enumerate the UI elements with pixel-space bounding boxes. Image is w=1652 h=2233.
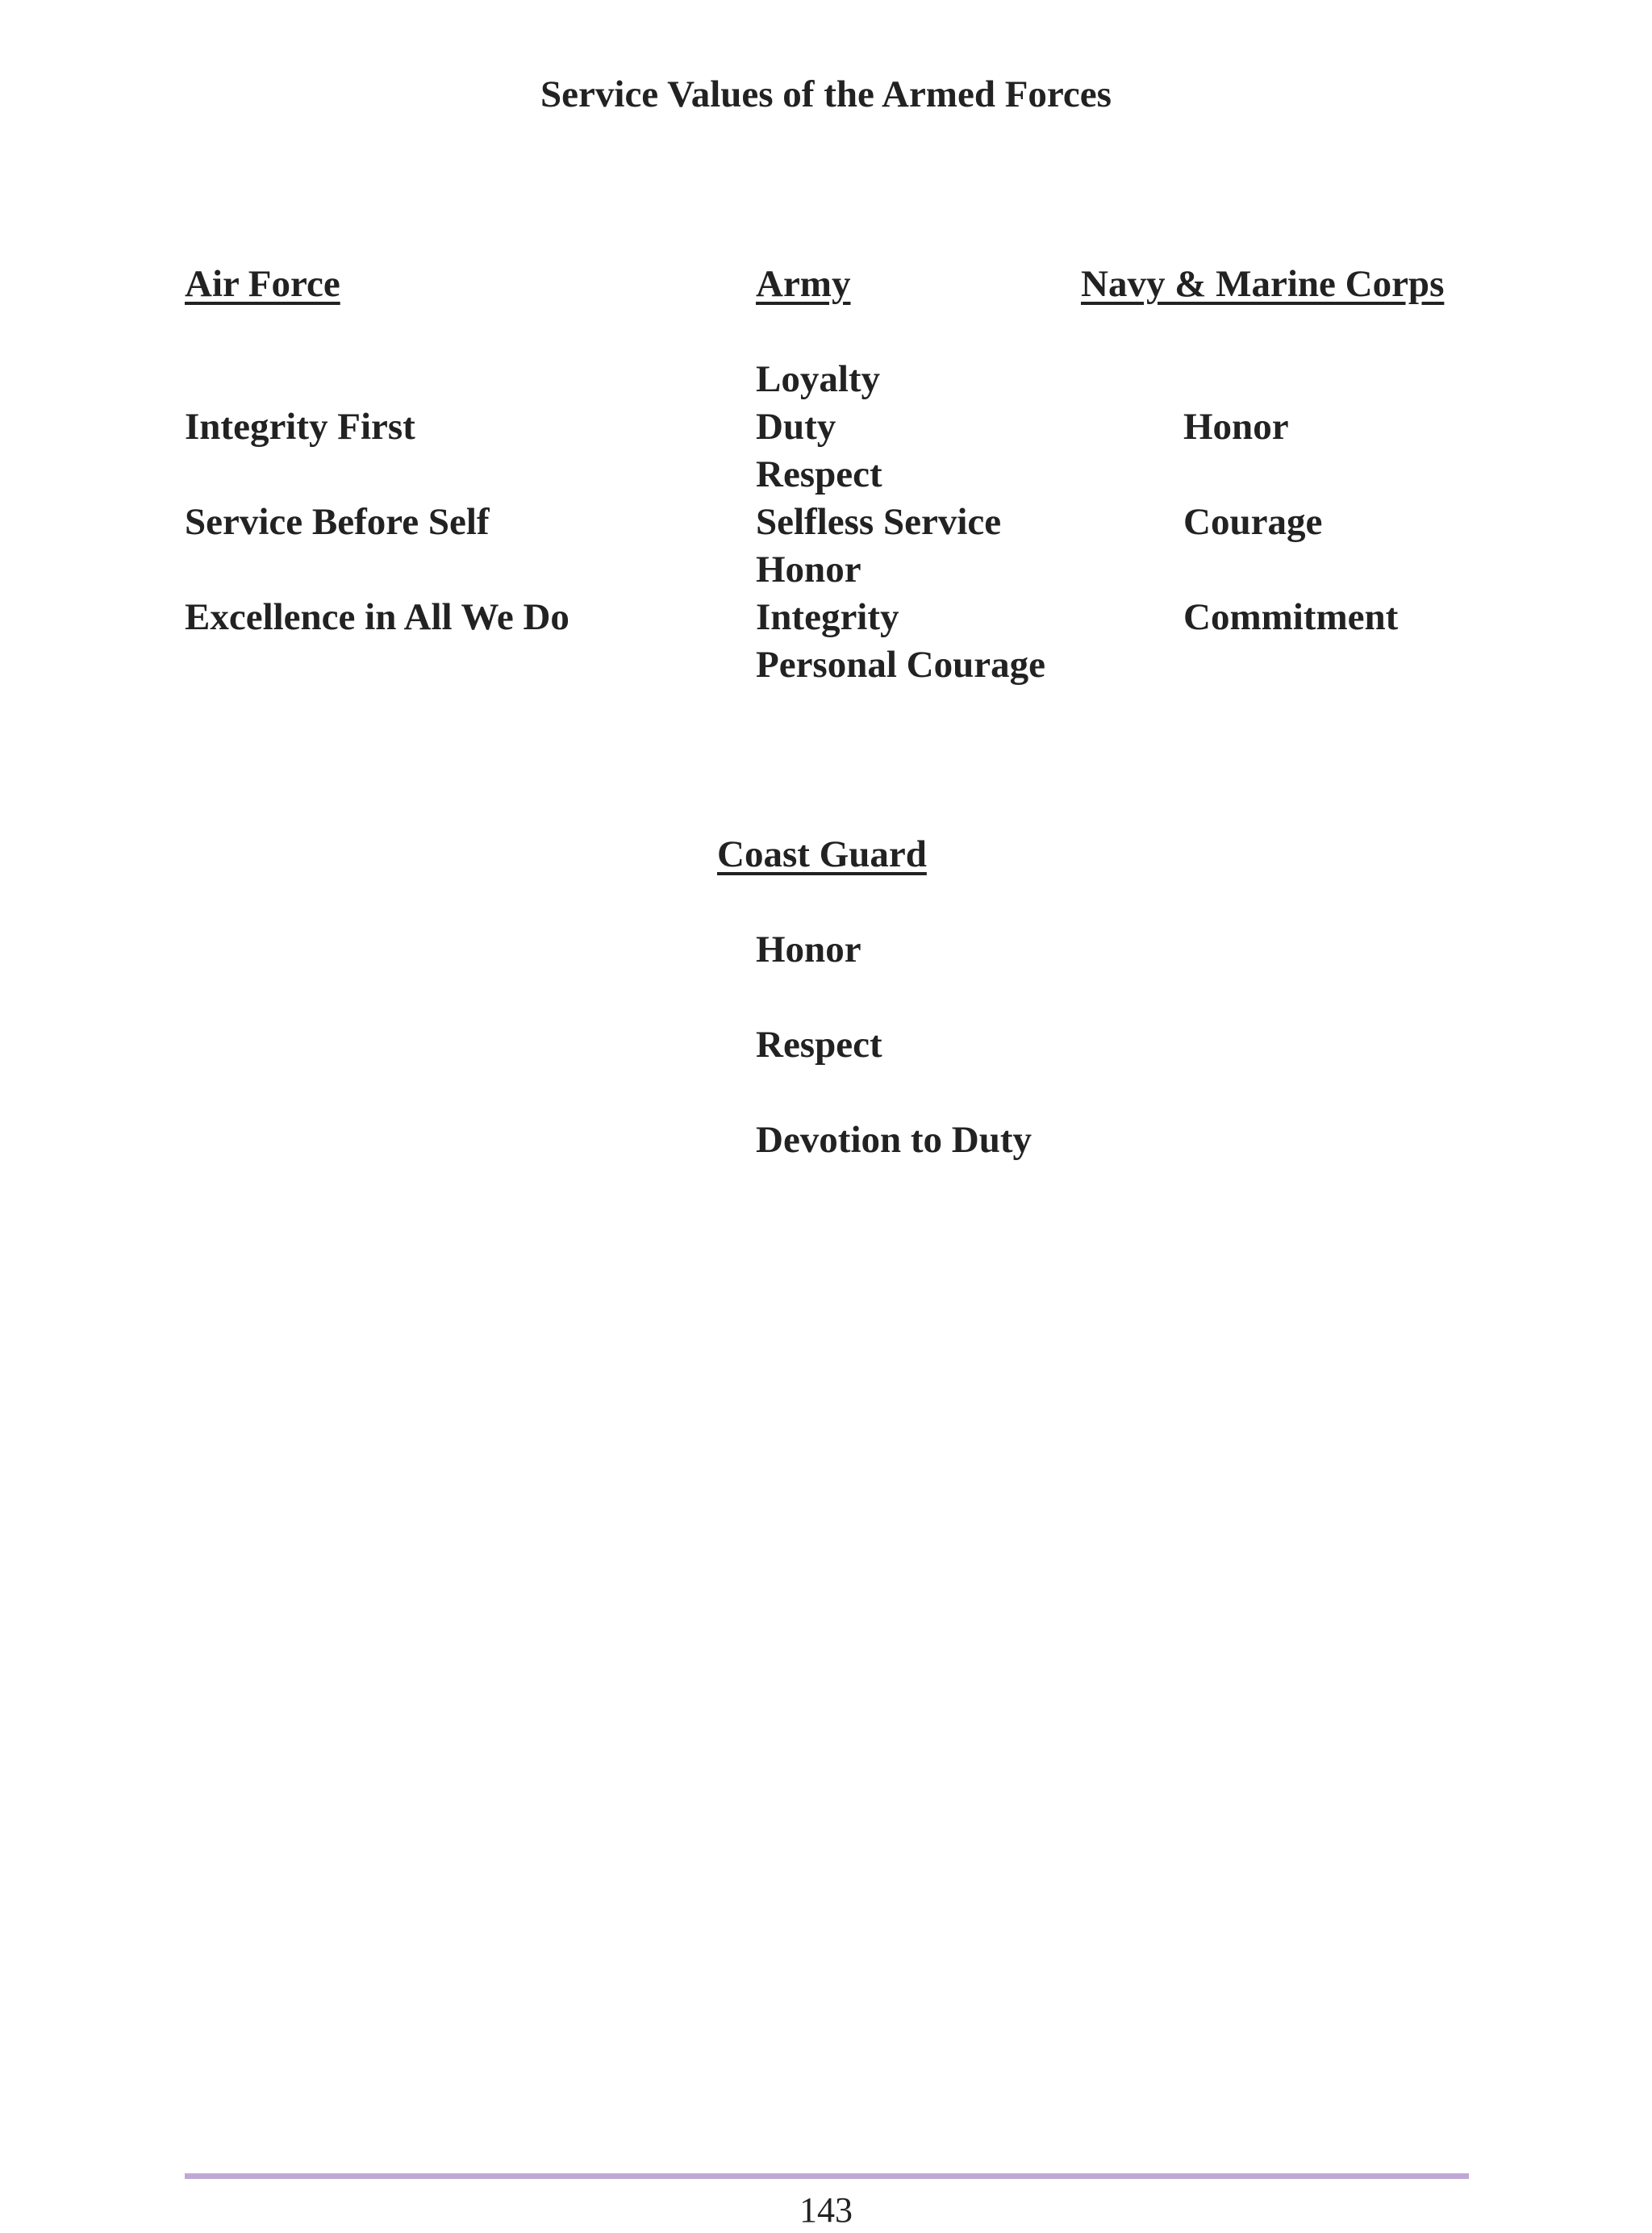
air-force-value: Integrity First — [185, 406, 415, 448]
footer-rule — [185, 2173, 1469, 2179]
page-number: 143 — [799, 2190, 853, 2230]
air-force-heading: Air Force — [185, 263, 340, 305]
coast-guard-value: Honor — [756, 929, 861, 970]
army-value: Respect — [756, 453, 882, 495]
coast-guard-value: Respect — [756, 1024, 882, 1066]
navy-marine-corps-heading: Navy & Marine Corps — [1081, 263, 1445, 305]
army-value: Loyalty — [756, 358, 881, 400]
page-title: Service Values of the Armed Forces — [540, 73, 1112, 115]
air-force-value: Service Before Self — [185, 501, 490, 543]
coast-guard-value: Devotion to Duty — [756, 1119, 1032, 1161]
coast-guard-heading: Coast Guard — [717, 833, 927, 875]
navy-marine-corps-value: Courage — [1183, 501, 1323, 543]
army-value: Honor — [756, 549, 861, 591]
army-heading: Army — [756, 263, 851, 305]
army-value: Selfless Service — [756, 501, 1002, 543]
navy-marine-corps-value: Commitment — [1183, 596, 1399, 638]
army-value: Personal Courage — [756, 644, 1045, 686]
army-value: Integrity — [756, 596, 899, 638]
navy-marine-corps-value: Honor — [1183, 406, 1289, 448]
army-value: Duty — [756, 406, 836, 448]
air-force-value: Excellence in All We Do — [185, 596, 569, 638]
